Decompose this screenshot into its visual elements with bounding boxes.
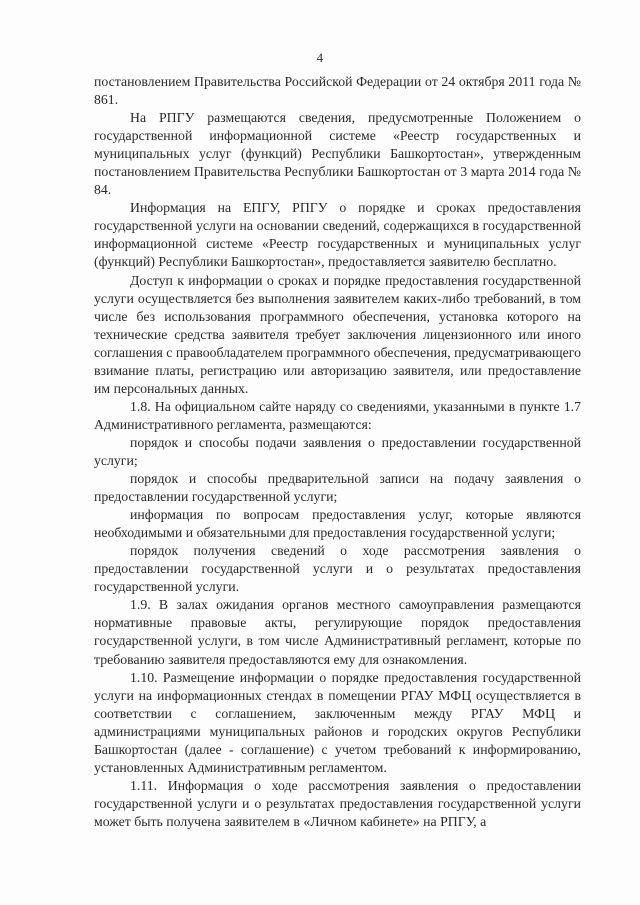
list-item-status-info: порядок получения сведений о ходе рассмотрения заявления о предоставлении государственной услуги и о результатах предоставления государственной услуги. <box>94 543 581 595</box>
paragraph-access-info: Доступ к информации о сроках и порядке предоставления государственной услуги осуществляется без выполнения заявителем каких-либо требований, в том числе без использования программного обеспечения, установка которого на технические средства заявителя требует заключения лицензионного или иного соглашения с правообладателем программного обеспечения, предусматривающего взимание платы, регистрацию или авторизацию заявителя, или предоставление им персональных данных. <box>94 272 582 396</box>
document-body <box>94 73 581 831</box>
paragraph-rpgu-info: На РПГУ размещаются сведения, предусмотренные Положением о государственной информационной системе «Реестр государственных и муниципальных услуг (функций) Республики Башкортостан», утвержденным постановлением Правительства Республики Башкортостан от 3 марта 2014 года № 84. <box>94 110 581 198</box>
list-item-pre-registration: порядок и способы предварительной записи на подачу заявления о предоставлении государственной услуги; <box>94 471 581 505</box>
paragraph-continuation: постановлением Правительства Российской Федерации от 24 октября 2011 года № 861. <box>94 74 581 108</box>
paragraph-clause-1-10: 1.10. Размещение информации о порядке предоставления государственной услуги на информационных стендах в помещении РГАУ МФЦ осуществляется в соответствии с соглашением, заключенным между РГАУ МФЦ и администрациями муниципальных районов и городских округов Республики Башкортостан (далее - соглашение) с учетом требований к информированию, установленных Административным регламентом. <box>94 669 581 775</box>
list-item-application-procedure: порядок и способы подачи заявления о предоставлении государственной услуги; <box>94 434 581 468</box>
paragraph-clause-1-9: 1.9. В залах ожидания органов местного самоуправления размещаются нормативные правовые акты, регулирующие порядок предоставления государственной услуги, в том числе Административный регламент, которые по требованию заявителя предоставляются ему для ознакомления. <box>94 597 581 667</box>
paragraph-clause-1-11: 1.11. Информация о ходе рассмотрения заявления о предоставлении государственной услуги и о результатах предоставления государственной услуги может быть получена заявителем в «Личном кабинете» на РПГУ, а <box>94 777 581 829</box>
paragraph-free-info: Информация на ЕПГУ, РПГУ о порядке и сроках предоставления государственной услуги на основании сведений, содержащихся в государственной информационной системе «Реестр государственных и муниципальных услуг (функций) Республики Башкортостан», предоставляется заявителю бесплатно. <box>94 200 581 270</box>
page-number: 4 <box>316 50 324 65</box>
list-item-necessary-services: информация по вопросам предоставления услуг, которые являются необходимыми и обязательными для предоставления государственной услуги; <box>94 507 581 541</box>
paragraph-clause-1-8: 1.8. На официальном сайте наряду со сведениями, указанными в пункте 1.7 Административного регламента, размещаются: <box>94 398 581 432</box>
